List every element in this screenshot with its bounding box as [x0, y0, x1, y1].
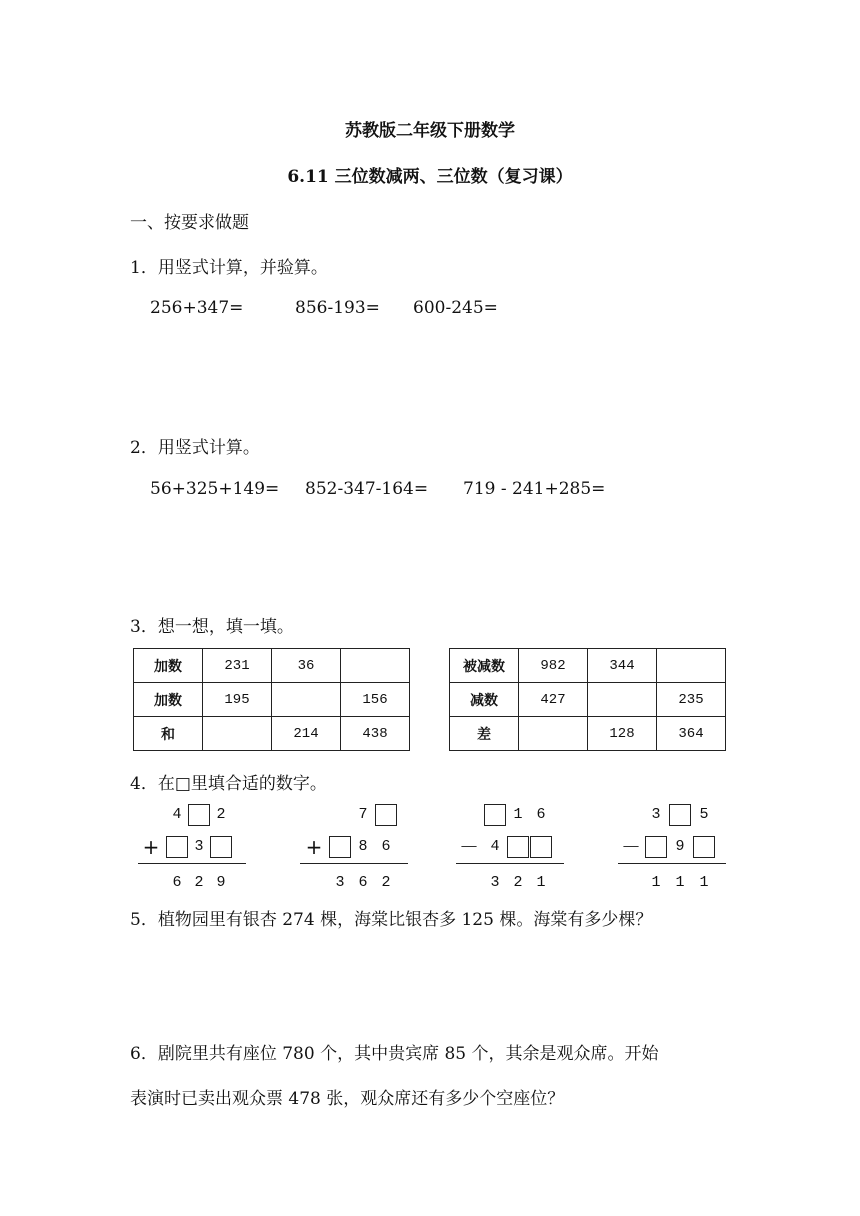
- blank-box[interactable]: [693, 836, 715, 858]
- table-row: [450, 649, 726, 683]
- digit: 2: [513, 874, 523, 891]
- table-cell-header: 被减数: [450, 649, 519, 683]
- blank-box[interactable]: [645, 836, 667, 858]
- blank-box[interactable]: [210, 836, 232, 858]
- minus-sign: －: [459, 835, 479, 859]
- table-cell: 36: [272, 649, 341, 683]
- digit: 1: [651, 874, 661, 891]
- table-cell-header: 减数: [450, 683, 519, 717]
- table-cell-header: 加数: [134, 683, 203, 717]
- table-cell-blank: [657, 649, 726, 683]
- page-subtitle: 6.11 三位数减两、三位数（复习课）: [287, 167, 573, 187]
- blank-box[interactable]: [375, 804, 397, 826]
- question-3-label: 3．想一想，填一填。: [130, 617, 294, 637]
- table-row: [134, 683, 410, 717]
- plus-sign: +: [305, 835, 323, 859]
- table-cell-header: 和: [134, 717, 203, 751]
- digit: 4: [172, 806, 182, 823]
- digit: 3: [651, 806, 661, 823]
- digit: 1: [536, 874, 546, 891]
- digit: 3: [194, 838, 204, 855]
- digit: 2: [194, 874, 204, 891]
- digit: 6: [358, 874, 368, 891]
- table-row: [134, 717, 410, 751]
- minus-sign: －: [621, 835, 641, 859]
- blank-box[interactable]: [507, 836, 529, 858]
- table-cell: 438: [341, 717, 410, 751]
- digit: 6: [536, 806, 546, 823]
- table-cell-blank: [272, 683, 341, 717]
- table-cell: 128: [588, 717, 657, 751]
- digit: 4: [490, 838, 500, 855]
- table-cell-blank: [203, 717, 272, 751]
- blank-box[interactable]: [166, 836, 188, 858]
- table-row: [134, 649, 410, 683]
- blank-box[interactable]: [484, 804, 506, 826]
- table-row: [450, 717, 726, 751]
- section-heading: 一、按要求做题: [130, 213, 249, 233]
- digit: 8: [358, 838, 368, 855]
- digit: 7: [358, 806, 368, 823]
- table-cell-blank: [588, 683, 657, 717]
- table-cell: 427: [519, 683, 588, 717]
- digit: 9: [216, 874, 226, 891]
- digit: 3: [490, 874, 500, 891]
- question-1-label: 1．用竖式计算，并验算。: [130, 258, 328, 278]
- table-cell-blank: [519, 717, 588, 751]
- digit: 2: [216, 806, 226, 823]
- sum-line: [618, 863, 726, 864]
- blank-box[interactable]: [329, 836, 351, 858]
- table-cell-blank: [341, 649, 410, 683]
- addition-table: [133, 648, 410, 751]
- question-4-label: 4．在□里填合适的数字。: [130, 774, 327, 794]
- digit: 9: [675, 838, 685, 855]
- sum-line: [300, 863, 408, 864]
- sum-line: [456, 863, 564, 864]
- question-5-label: 5．植物园里有银杏 274 棵，海棠比银杏多 125 棵。海棠有多少棵？: [130, 910, 653, 930]
- plus-sign: +: [142, 835, 160, 859]
- q1-expression-3: 600-245=: [413, 298, 498, 318]
- digit: 1: [513, 806, 523, 823]
- table-cell: 214: [272, 717, 341, 751]
- digit: 1: [675, 874, 685, 891]
- digit: 5: [699, 806, 709, 823]
- table-row: [450, 683, 726, 717]
- question-2-label: 2．用竖式计算。: [130, 438, 260, 458]
- q2-expression-1: 56+325+149=: [150, 479, 280, 499]
- sum-line: [138, 863, 246, 864]
- table-cell: 344: [588, 649, 657, 683]
- table-cell: 231: [203, 649, 272, 683]
- question-6-line-2: 表演时已卖出观众票 478 张，观众席还有多少个空座位？: [130, 1089, 565, 1109]
- subtraction-table: [449, 648, 726, 751]
- blank-box[interactable]: [669, 804, 691, 826]
- table-cell-header: 加数: [134, 649, 203, 683]
- page-title: 苏教版二年级下册数学: [345, 121, 515, 141]
- table-cell: 364: [657, 717, 726, 751]
- table-cell: 195: [203, 683, 272, 717]
- q1-expression-1: 256+347=: [150, 298, 244, 318]
- blank-box[interactable]: [530, 836, 552, 858]
- table-cell: 235: [657, 683, 726, 717]
- digit: 2: [381, 874, 391, 891]
- table-cell: 156: [341, 683, 410, 717]
- blank-box[interactable]: [188, 804, 210, 826]
- q2-expression-2: 852-347-164=: [305, 479, 429, 499]
- question-6-line-1: 6．剧院里共有座位 780 个，其中贵宾席 85 个，其余是观众席。开始: [130, 1044, 659, 1064]
- digit: 1: [699, 874, 709, 891]
- digit: 3: [335, 874, 345, 891]
- q1-expression-2: 856-193=: [295, 298, 380, 318]
- table-cell-header: 差: [450, 717, 519, 751]
- table-cell: 982: [519, 649, 588, 683]
- digit: 6: [381, 838, 391, 855]
- digit: 6: [172, 874, 182, 891]
- q2-expression-3: 719 - 241+285=: [463, 479, 606, 499]
